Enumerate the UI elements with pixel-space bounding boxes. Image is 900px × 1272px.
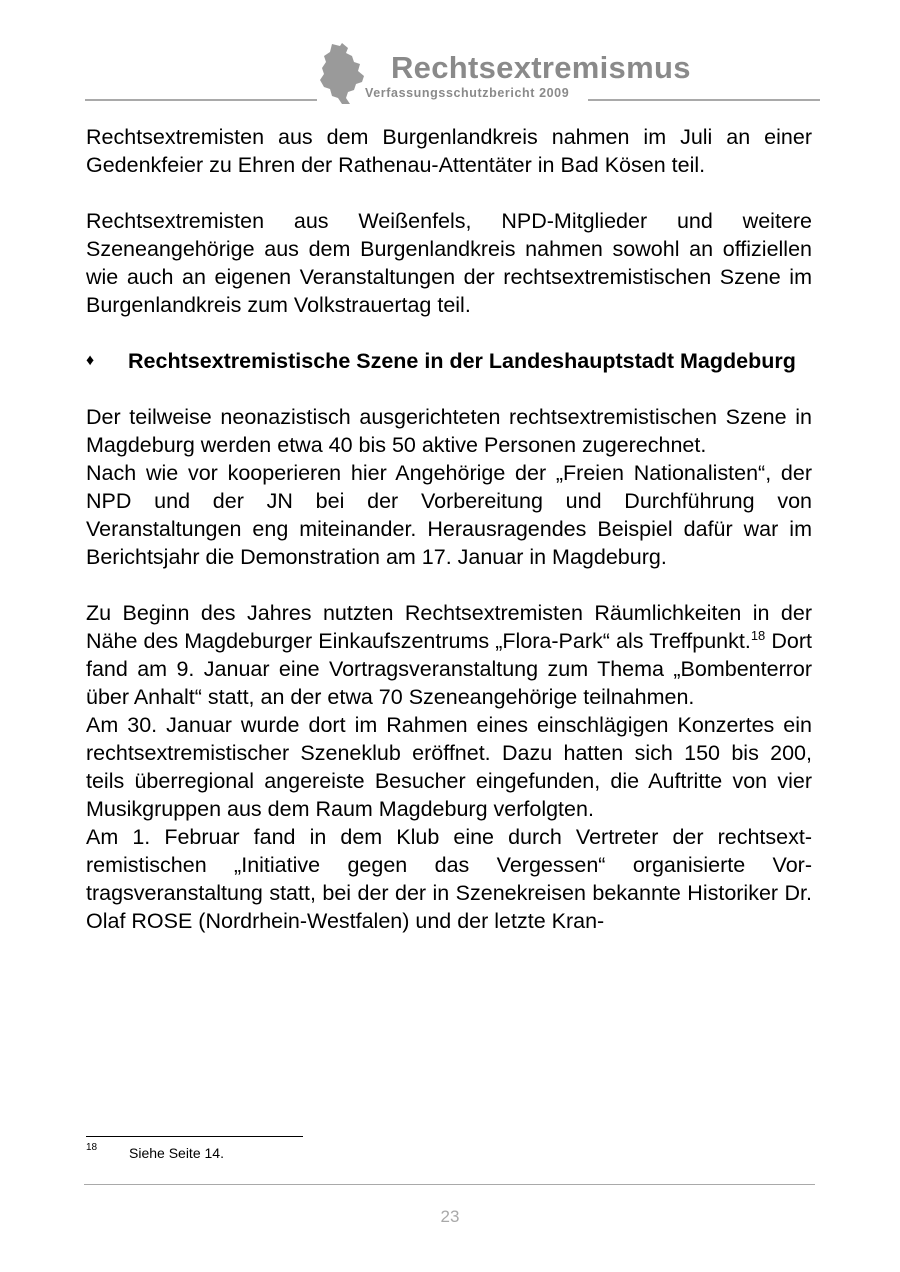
header-rule-right <box>588 99 820 101</box>
section-heading-text: Rechtsextremistische Szene in der Landeshauptstadt Magdeburg <box>128 349 796 373</box>
paragraph-text: Dort fand am 9. Januar eine Vortragsveranstaltung zum Thema „Bombenterror über Anhalt“ statt, an der etwa 70 Szeneangehörige teilnahmen. <box>86 629 813 709</box>
footer-rule <box>84 1184 815 1185</box>
header-title: Rechtsextremismus <box>391 50 691 85</box>
paragraph: Am 1. Februar fand in dem Klub eine durch Vertreter der rechtsextremistischen „Initiative gegen das Vergessen“ organisierte Vortragsveranstaltung statt, bei der der in Szenekreisen bekannte Historiker Dr. Olaf ROSE (Nordrhein-Westfalen) und der letzte Kran- <box>86 825 812 933</box>
paragraph <box>86 599 812 711</box>
footnote-reference[interactable]: 18 <box>750 628 766 643</box>
footnote-rule <box>86 1136 303 1137</box>
page-number: 23 <box>440 1207 460 1226</box>
diamond-bullet-icon: ♦ <box>86 352 95 369</box>
section-heading <box>86 347 812 375</box>
footnote-text: Siehe Seite 14. <box>129 1145 224 1161</box>
main-content <box>86 123 812 935</box>
paragraph: Am 30. Januar wurde dort im Rahmen eines einschlägigen Konzertes ein rechtsextremistischer Szeneklub eröffnet. Dazu hatten sich 150 bis 200, teils überregional angereiste Besucher eingefunden, die Auftritte von vier Musikgruppen aus dem Raum Magdeburg verfolgten. <box>86 713 812 821</box>
header-rule-left <box>85 99 317 101</box>
paragraph: Nach wie vor kooperieren hier Angehörige der „Freien Nationalisten“, der NPD und der JN bei der Vorbereitung und Durchführung von Veranstaltungen eng miteinander. Herausragendes Beispiel dafür war im Berichtsjahr die Demonstration am 17. Januar in Magdeburg. <box>86 461 812 569</box>
state-map-icon <box>318 42 368 106</box>
paragraph: Rechtsextremisten aus Weißenfels, NPD-Mitglieder und weitere Szeneangehörige aus dem Burgenlandkreis nahmen sowohl an offiziellen wie auch an eigenen Veranstaltungen der rechtsextremistischen Szene im Burgenlandkreis zum Volkstrauertag teil. <box>86 209 812 317</box>
footnote-number: 18 <box>86 1142 98 1153</box>
paragraph-text: Zu Beginn des Jahres nutzten Rechtsextremisten Räumlichkeiten in der Nähe des Magdeburger Einkaufszentrums „Flora-Park“ als Treffpunkt. <box>86 601 812 653</box>
paragraph: Der teilweise neonazistisch ausgerichteten rechtsextremistischen Szene in Magdeburg werden etwa 40 bis 50 aktive Personen zugerechnet. <box>86 405 812 457</box>
paragraph: Rechtsextremisten aus dem Burgenlandkreis nahmen im Juli an einer Gedenkfeier zu Ehren der Rathenau-Attentäter in Bad Kösen teil. <box>86 125 812 177</box>
header-subtitle: Verfassungsschutzbericht 2009 <box>365 86 570 100</box>
